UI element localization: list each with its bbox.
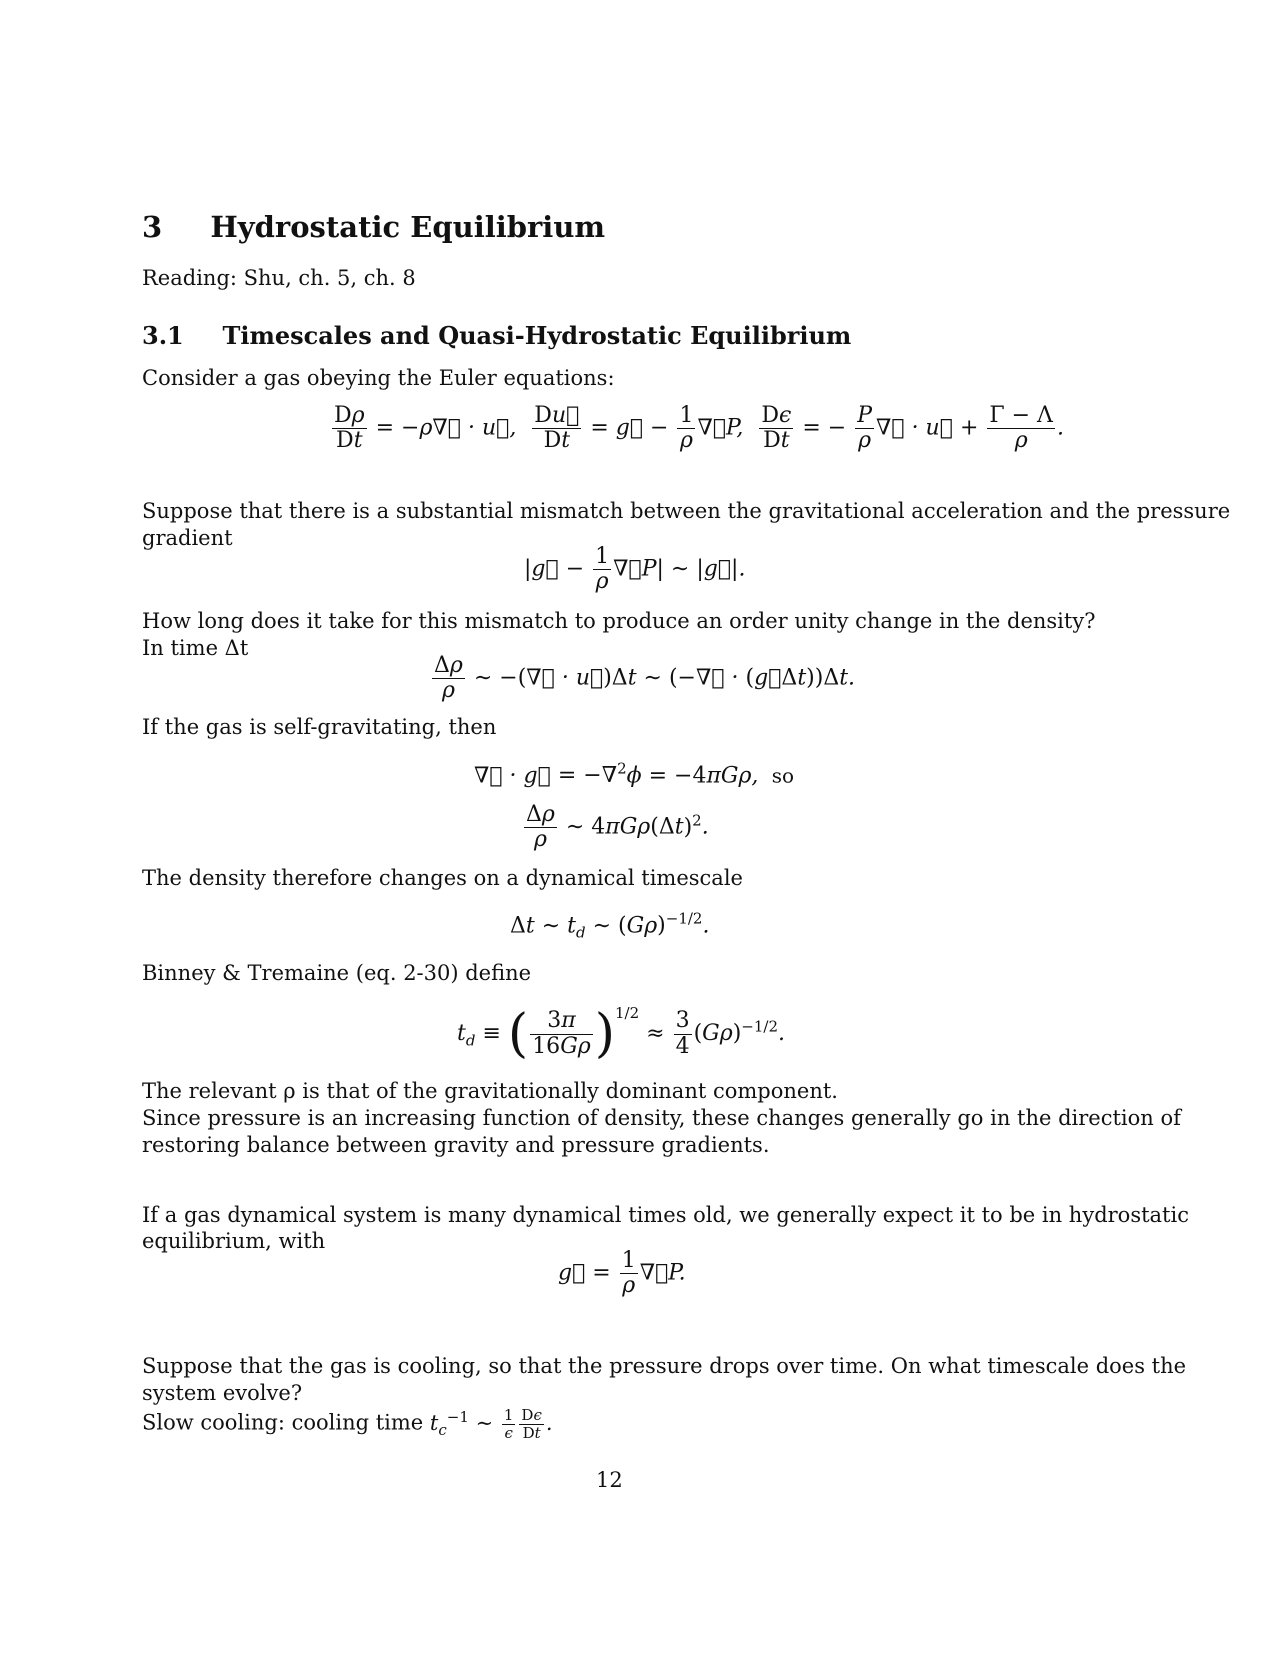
reading-note: Reading: Shu, ch. 5, ch. 8 <box>142 266 416 290</box>
equation-poisson: ∇⃗ · g⃗ = −∇$^2$ϕ = −4πGρ, so <box>474 760 795 789</box>
equation-density-gravity: $\frac{\Delta\rho}{\rho}$ ∼ $4\pi G\rho(\Delta t)^2$. <box>526 802 709 853</box>
paragraph-mismatch-2: gradient <box>142 526 233 550</box>
paragraph-relevant-1: The relevant ρ is that of the gravitationally dominant component. <box>142 1079 838 1103</box>
equation-density-change: $\frac{\Delta\rho}{\rho}$ ∼ −(∇⃗ · u⃗)Δt ∼ (−∇⃗ · (g⃗Δt))Δt. <box>434 653 856 704</box>
equation-cooling-time: $t_c^{-1}$ ∼ $\frac{1}{\epsilon}$ $\frac{D\epsilon}{Dt}$ . <box>429 1406 553 1442</box>
paragraph-equilibrium-1: If a gas dynamical system is many dynamical times old, we generally expect it to be in hydrostatic <box>142 1203 1189 1227</box>
section-title: Hydrostatic Equilibrium <box>210 210 606 244</box>
paragraph-relevant-2: Since pressure is an increasing function of density, these changes generally go in the direction of <box>142 1106 1181 1130</box>
paragraph-cooling-3 <box>142 1407 553 1441</box>
equation-mismatch: |g⃗ − $\frac{1}{\rho}$ ∇⃗P| ∼ |g⃗|. <box>524 544 746 595</box>
paragraph-how-long-1: How long does it take for this mismatch to produce an order unity change in the density? <box>142 609 1096 633</box>
paragraph-equilibrium-2: equilibrium, with <box>142 1229 326 1253</box>
equation-euler: $\frac{D\rho}{Dt}$ = −ρ∇⃗ · u⃗, $\frac{Du⃗}{Dt}$ = g⃗ − $\frac{1}{\rho}$ ∇⃗P, $\frac{D\epsilon}{Dt}$ = − $\frac{P}{\rho}$ ∇⃗ · u⃗ + $\frac{\Gamma - \Lambda}{\rho}$ . <box>334 403 1064 454</box>
equation-td-definition: $t_d$ ≡ ( $\frac{3\pi}{16G\rho}$ )$^{1/2}$ ≈ $\frac{3}{4}$ $(G\rho)^{-1/2}$. <box>457 1004 785 1064</box>
subsection-heading <box>142 321 851 350</box>
paragraph-cooling-2: system evolve? <box>142 1381 303 1405</box>
paragraph-mismatch-1: Suppose that there is a substantial mismatch between the gravitational acceleration and the pressure <box>142 499 1231 523</box>
paragraph-self-grav: If the gas is self-gravitating, then <box>142 715 497 739</box>
page-number: 12 <box>596 1468 623 1492</box>
subsection-number: 3.1 <box>142 321 184 350</box>
equation-timescale: Δt ∼ $t_d$ ∼ $(G\rho)^{-1/2}$. <box>510 910 710 942</box>
section-heading <box>142 210 605 244</box>
section-number: 3 <box>142 210 163 244</box>
paragraph-dynamical: The density therefore changes on a dynamical timescale <box>142 866 743 890</box>
subsection-title: Timescales and Quasi-Hydrostatic Equilibrium <box>222 321 852 350</box>
paragraph-how-long-2: In time Δt <box>142 636 249 660</box>
equation-hydrostatic: g⃗ = $\frac{1}{\rho}$ ∇⃗P. <box>558 1248 686 1299</box>
paragraph-binney: Binney & Tremaine (eq. 2-30) define <box>142 961 532 985</box>
paragraph-euler-intro: Consider a gas obeying the Euler equations: <box>142 366 615 390</box>
paragraph-relevant-3: restoring balance between gravity and pressure gradients. <box>142 1133 770 1157</box>
slow-cooling-label: Slow cooling: cooling time <box>142 1410 424 1435</box>
paragraph-cooling-1: Suppose that the gas is cooling, so that the pressure drops over time. On what timescale does the <box>142 1354 1187 1378</box>
